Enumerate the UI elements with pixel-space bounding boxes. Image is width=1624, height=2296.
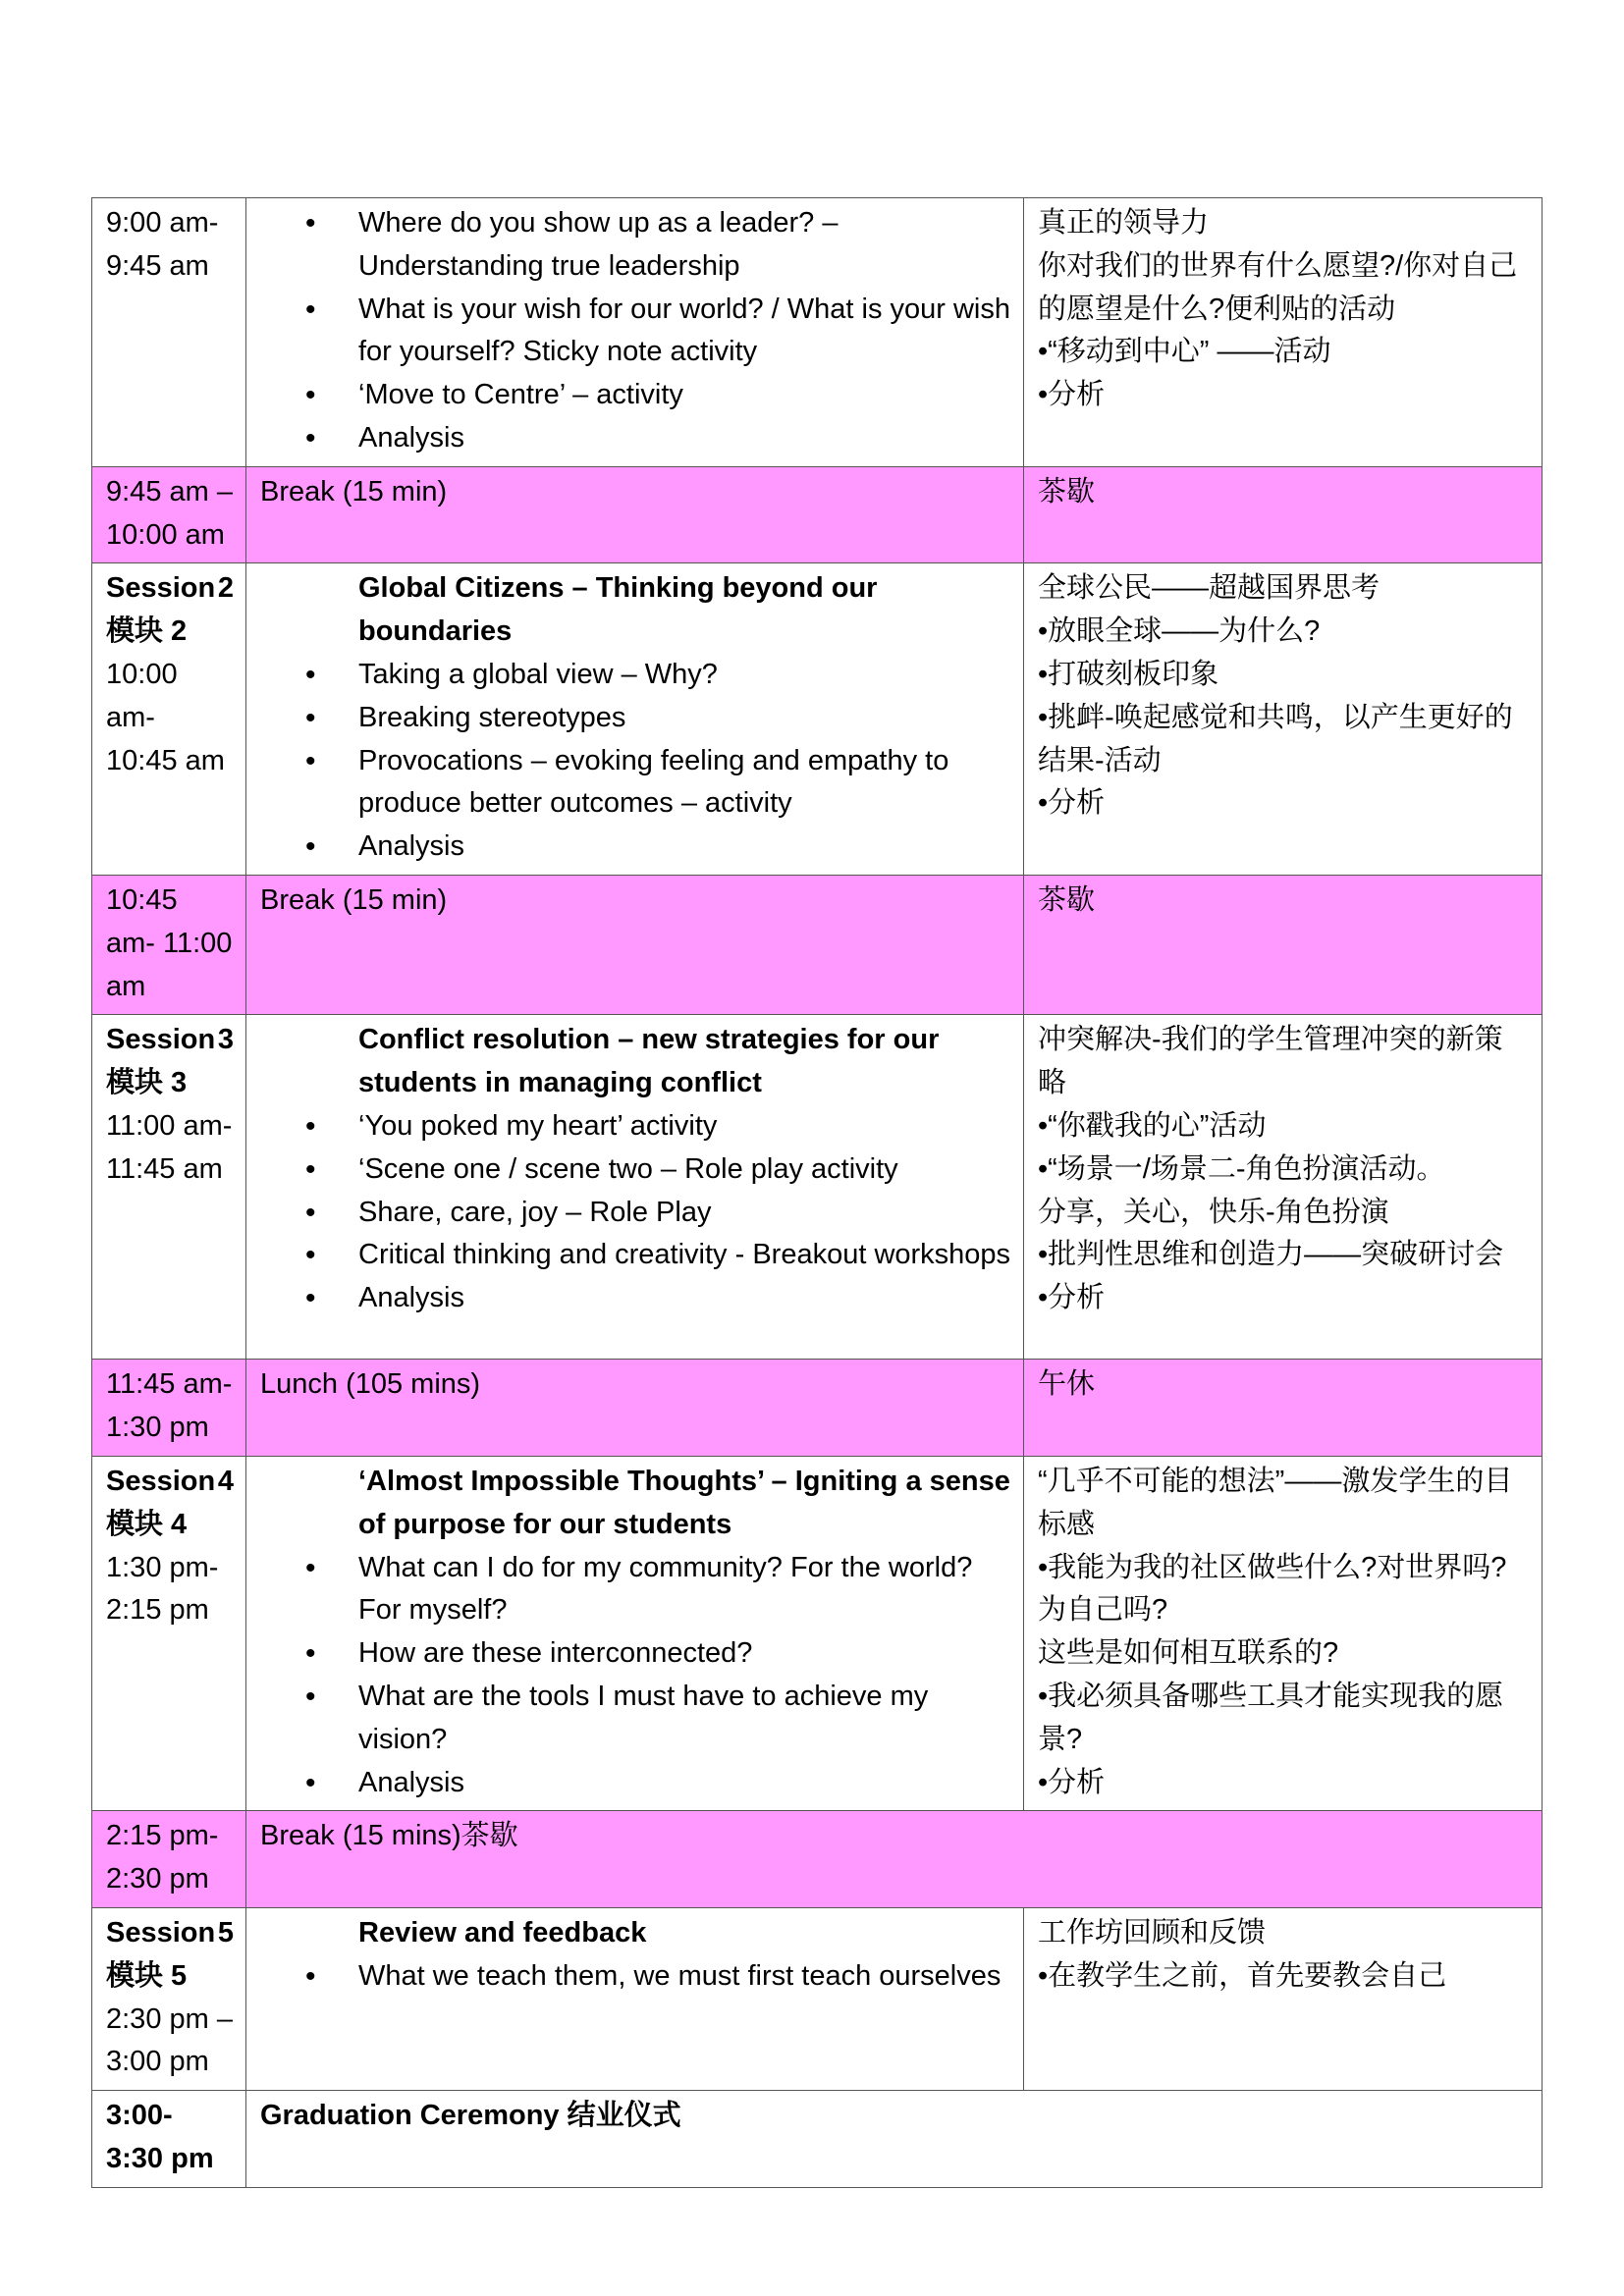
graduation-label: Graduation Ceremony 结业仪式 [246,2091,1543,2188]
schedule-table [91,197,1543,2188]
table-row [92,198,1543,467]
session-label-cn: 模块 2 [106,615,188,648]
time-cell: 3:00- 3:30 pm [92,2091,246,2188]
session-heading: Conflict resolution – new strategies for our students in managing conflict [358,1024,940,1099]
session-heading: Global Citizens – Thinking beyond our boundaries [358,572,878,648]
cn-line: •放眼全球——为什么? [1038,615,1321,648]
content-cell [246,198,1024,467]
cn-line: •挑衅-唤起感觉和共鸣，以产生更好的结果-活动 [1038,701,1513,776]
cn-line: •“移动到中心” ——活动 [1038,336,1331,368]
table-row [92,466,1543,563]
cn-line: •打破刻板印象 [1038,658,1219,690]
session-label: Session 2 [106,572,234,605]
content-cell [246,1456,1024,1810]
agenda-list [260,1461,1011,1804]
list-item: • Analysis [260,826,1011,869]
session-cell [92,1456,246,1810]
cn-line: •“场景一/场景二-角色扮演活动。 [1038,1152,1445,1185]
cn-line: •分析 [1038,1282,1106,1314]
table-row [92,875,1543,1014]
list-item: • Breaking stereotypes [260,697,1011,740]
chinese-cell [1024,1015,1543,1360]
chinese-cell [1024,563,1543,876]
time-cell: 9:45 am – 10:00 am [92,466,246,563]
table-row [92,1907,1543,2090]
content-cell [246,1015,1024,1360]
cn-line: 全球公民——超越国界思考 [1038,572,1380,605]
list-item: • Share, care, joy – Role Play [260,1192,1011,1235]
cn-line: 真正的领导力 [1038,207,1210,239]
break-label: Break (15 mins)茶歇 [246,1811,1543,1908]
session-time: 2:30 pm – 3:00 pm [106,2002,233,2078]
time-cell: 10:45 am- 11:00 am [92,875,246,1014]
break-label-cn: 茶歇 [1024,875,1543,1014]
cn-line: •分析 [1038,787,1106,820]
session-heading: Review and feedback [358,1916,647,1949]
list-item: • ‘Scene one / scene two – Role play activity [260,1148,1011,1192]
agenda-list [260,202,1011,460]
cn-line: 分享，关心，快乐-角色扮演 [1038,1196,1389,1228]
cn-line: •分析 [1038,1766,1106,1798]
break-label: Break (15 min) [246,875,1024,1014]
session-heading: ‘Almost Impossible Thoughts’ – Igniting a sense of purpose for our students [358,1465,1010,1540]
session-label-cn: 模块 5 [106,1959,188,1992]
cn-line: •在教学生之前，首先要教会自己 [1038,1959,1447,1992]
session-label: Session 3 [106,1024,234,1056]
break-label-cn: 午休 [1024,1360,1543,1457]
list-item: • Where do you show up as a leader? – Understanding true leadership [260,202,1011,289]
table-row [92,563,1543,876]
cn-line: •我能为我的社区做些什么?对世界吗?为自己吗? [1038,1551,1507,1627]
session-cell [92,1015,246,1360]
break-label-cn: 茶歇 [1024,466,1543,563]
list-item: • How are these interconnected? [260,1632,1011,1676]
cn-line: 你对我们的世界有什么愿望?/你对自己的愿望是什么?便利贴的活动 [1038,249,1518,325]
break-label: Break (15 min) [246,466,1024,563]
cn-line: •分析 [1038,379,1106,411]
list-item: • What can I do for my community? For the world? For myself? [260,1547,1011,1633]
table-row [92,1360,1543,1457]
list-item: • Critical thinking and creativity - Breakout workshops [260,1234,1011,1277]
content-cell [246,563,1024,876]
cn-line: •批判性思维和创造力——突破研讨会 [1038,1239,1504,1271]
session-cell [92,1907,246,2090]
content-cell [246,1907,1024,2090]
session-time: 11:00 am- 11:45 am [106,1109,233,1185]
list-item: • What are the tools I must have to achieve my vision? [260,1676,1011,1762]
session-label-cn: 模块 3 [106,1067,188,1099]
list-item: • Analysis [260,417,1011,460]
session-label: Session 4 [106,1465,234,1497]
break-label: Lunch (105 mins) [246,1360,1024,1457]
list-item: • ‘Move to Centre’ – activity [260,374,1011,417]
list-item: • Analysis [260,1277,1011,1320]
session-time: 1:30 pm- 2:15 pm [106,1551,219,1627]
chinese-cell [1024,1907,1543,2090]
time-cell: 2:15 pm- 2:30 pm [92,1811,246,1908]
list-item: • Provocations – evoking feeling and empathy to produce better outcomes – activity [260,740,1011,827]
time-cell: 11:45 am- 1:30 pm [92,1360,246,1457]
cn-line: 工作坊回顾和反馈 [1038,1916,1267,1949]
session-label-cn: 模块 4 [106,1508,188,1540]
agenda-list [260,1019,1011,1320]
cn-line: •我必须具备哪些工具才能实现我的愿景? [1038,1680,1504,1755]
cn-line: 冲突解决-我们的学生管理冲突的新策略 [1038,1024,1503,1099]
list-item: • ‘You poked my heart’ activity [260,1105,1011,1148]
list-item: • Analysis [260,1762,1011,1805]
time-cell: 9:00 am-9:45 am [92,198,246,467]
table-row [92,1015,1543,1360]
cn-line: 这些是如何相互联系的? [1038,1637,1339,1670]
list-item: • What is your wish for our world? / What is your wish for yourself? Sticky note activity [260,289,1011,375]
session-cell [92,563,246,876]
cn-line: “几乎不可能的想法”——激发学生的目标感 [1038,1465,1513,1540]
session-label: Session 5 [106,1916,234,1949]
cn-line: •“你戳我的心”活动 [1038,1109,1267,1142]
agenda-list [260,1912,1011,1999]
chinese-cell [1024,1456,1543,1810]
table-row [92,1456,1543,1810]
list-item: • Taking a global view – Why? [260,654,1011,697]
agenda-list [260,567,1011,869]
chinese-cell [1024,198,1543,467]
list-item: • What we teach them, we must first teach ourselves [260,1955,1011,1999]
table-row [92,1811,1543,1908]
table-row [92,2091,1543,2188]
session-time: 10:00 am- 10:45 am [106,658,225,776]
